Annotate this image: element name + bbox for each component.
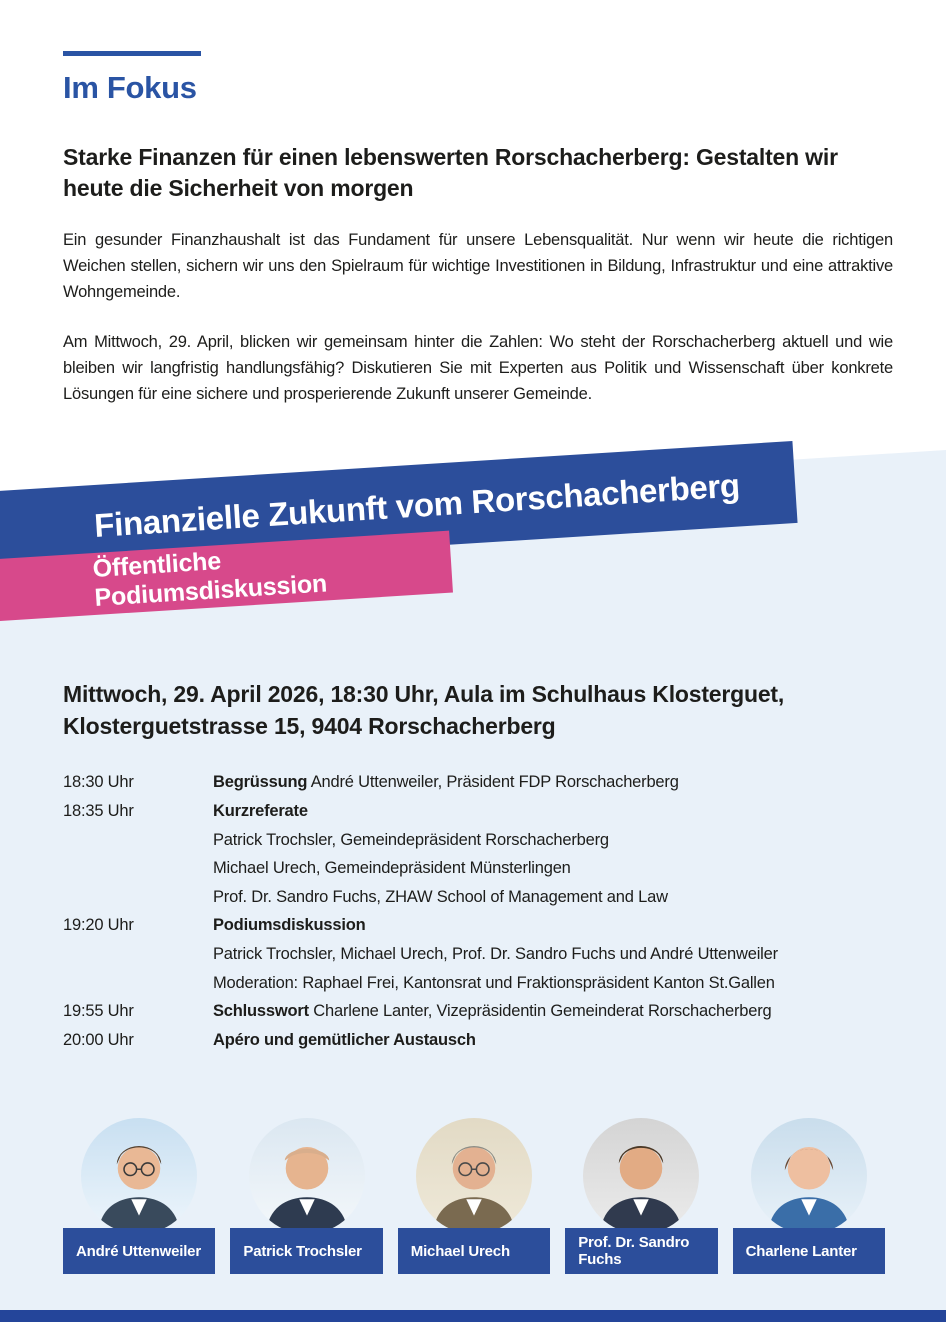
schedule-entry-title: Apéro und gemütlicher Austausch: [213, 1030, 476, 1049]
page-footer-bar: [0, 1310, 946, 1322]
schedule-time: [63, 969, 213, 998]
section-label: Im Fokus: [63, 70, 197, 105]
schedule-time: 19:20 Uhr: [63, 916, 134, 935]
schedule-entry-detail: Charlene Lanter, Vizepräsidentin Gemeinderat Rorschacherberg: [308, 1002, 772, 1021]
schedule-entry-title: Begrüssung: [213, 773, 308, 792]
speaker-photo: [81, 1118, 197, 1234]
speaker-photo: [249, 1118, 365, 1234]
schedule-time: [63, 854, 213, 883]
intro-section: [63, 0, 893, 424]
schedule-entry-detail: Moderation: Raphael Frei, Kantonsrat und Fraktionspräsident Kanton St.Gallen: [213, 973, 775, 992]
accent-bar: [63, 51, 201, 56]
event-details-section: [63, 678, 891, 1054]
schedule-entry: [213, 1026, 891, 1055]
schedule-entry-detail: André Uttenweiler, Präsident FDP Rorschacherberg: [307, 773, 679, 792]
speaker-name-label: Prof. Dr. Sandro Fuchs: [565, 1228, 717, 1274]
speaker-card: [230, 1118, 382, 1274]
speaker-card: [565, 1118, 717, 1274]
speaker-name-label: Patrick Trochsler: [230, 1228, 382, 1274]
event-date-location: Mittwoch, 29. April 2026, 18:30 Uhr, Aula im Schulhaus Klosterguet, Klosterguetstrasse 15, 9404 Rorschacherberg: [63, 681, 785, 740]
schedule-time: 18:35 Uhr: [63, 801, 134, 820]
speaker-name-label: Charlene Lanter: [733, 1228, 885, 1274]
schedule-entry: [213, 854, 891, 883]
schedule-time: 19:55 Uhr: [63, 1002, 134, 1021]
schedule-entry: [213, 826, 891, 855]
schedule-entry-title: Kurzreferate: [213, 801, 308, 820]
event-subtitle-banner-text: Öffentliche Podiumsdiskussion: [91, 547, 328, 612]
intro-paragraph-2: Am Mittwoch, 29. April, blicken wir gemeinsam hinter die Zahlen: Wo steht der Rorschacherberg aktuell und wie bleiben wir langfristig handlungsfähig? Diskutieren Sie mit Experten aus Politik und Wissenschaft über konkrete Lösungen für eine sichere und prosperierende Zukunft unserer Gemeinde.: [63, 333, 893, 403]
speakers-row: [63, 1118, 885, 1274]
schedule-time: [63, 883, 213, 912]
speaker-name-label: Michael Urech: [398, 1228, 550, 1274]
schedule-entry-detail: Patrick Trochsler, Gemeindepräsident Rorschacherberg: [213, 830, 609, 849]
schedule-entry-title: Podiumsdiskussion: [213, 916, 366, 935]
schedule-entry: [213, 797, 891, 826]
schedule-time: [63, 826, 213, 855]
speaker-photo: [751, 1118, 867, 1234]
schedule-entry: [213, 768, 891, 797]
speaker-card: [398, 1118, 550, 1274]
event-schedule: [63, 768, 891, 1054]
speaker-name-label: André Uttenweiler: [63, 1228, 215, 1274]
schedule-entry: [213, 997, 891, 1026]
schedule-entry: [213, 969, 891, 998]
schedule-time: 18:30 Uhr: [63, 773, 134, 792]
intro-paragraph-1: Ein gesunder Finanzhaushalt ist das Fundament für unsere Lebensqualität. Nur wenn wir heute die richtigen Weichen stellen, sichern wir uns den Spielraum für wichtige Investitionen in Bildung, Infrastruktur und eine attraktive Wohngemeinde.: [63, 231, 893, 301]
schedule-entry-detail: Michael Urech, Gemeindepräsident Münsterlingen: [213, 859, 571, 878]
speaker-card: [63, 1118, 215, 1274]
schedule-entry-detail: Prof. Dr. Sandro Fuchs, ZHAW School of Management and Law: [213, 887, 668, 906]
schedule-entry: [213, 911, 891, 940]
schedule-entry: [213, 940, 891, 969]
event-title-banner-text: Finanzielle Zukunft vom Rorschacherberg: [93, 466, 741, 544]
speaker-card: [733, 1118, 885, 1274]
schedule-time: 20:00 Uhr: [63, 1030, 134, 1049]
schedule-entry: [213, 883, 891, 912]
speaker-photo: [583, 1118, 699, 1234]
speaker-photo: [416, 1118, 532, 1234]
schedule-entry-detail: Patrick Trochsler, Michael Urech, Prof. Dr. Sandro Fuchs und André Uttenweiler: [213, 944, 778, 963]
schedule-time: [63, 940, 213, 969]
article-headline: Starke Finanzen für einen lebenswerten Rorschacherberg: Gestalten wir heute die Sicherheit von morgen: [63, 144, 838, 201]
schedule-entry-title: Schlusswort: [213, 1002, 309, 1021]
